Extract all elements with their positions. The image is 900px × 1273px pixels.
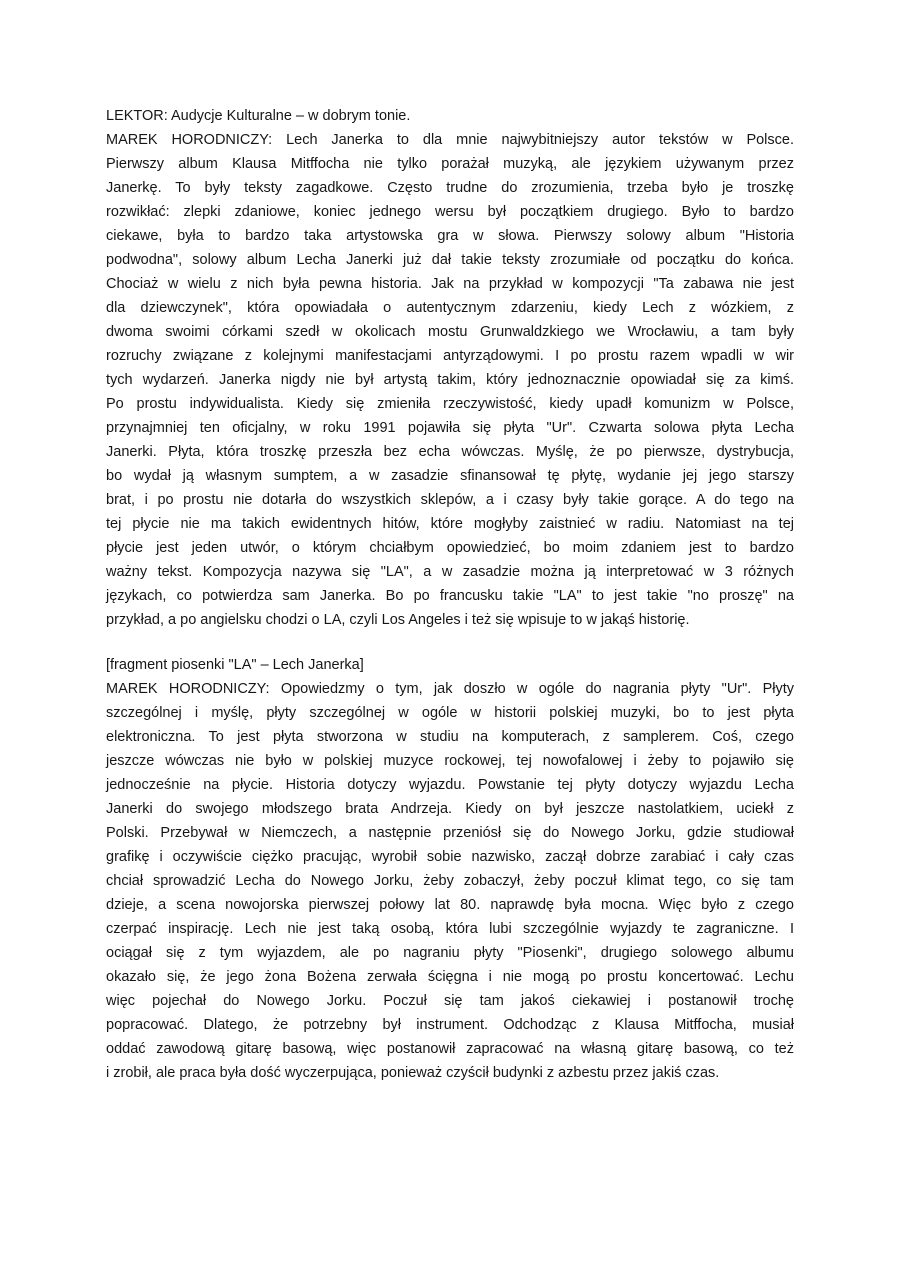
text-line: elektroniczna. To jest płyta stworzona w studiu na komputerach, z samplerem. Coś, czego — [106, 729, 794, 745]
text-line: językach, co potwierdza sam Janerka. Bo po francusku takie "LA" to jest takie "no proszę" na — [106, 588, 794, 604]
text-line: tej płycie nie ma takich ewidentnych hitów, które mogłyby zaistnieć w radiu. Natomiast na tej — [106, 516, 794, 532]
text-line: ciekawe, była to bardzo taka artystowska gra w słowa. Pierwszy solowy album "Historia — [106, 228, 794, 244]
text-line: płycie jest jeden utwór, o którym chciałbym opowiedzieć, bo moim zdaniem jest to bardzo — [106, 540, 794, 556]
text-line: MAREK HORODNICZY: Opowiedzmy o tym, jak doszło w ogóle do nagrania płyty "Ur". Płyty — [106, 681, 794, 697]
text-line: Pierwszy album Klausa Mitffocha nie tylko porażał muzyką, ale językiem używanym przez — [106, 156, 794, 172]
text-line: MAREK HORODNICZY: Lech Janerka to dla mnie najwybitniejszy autor tekstów w Polsce. — [106, 132, 794, 148]
text-line: jeszcze wówczas nie było w polskiej muzyce rockowej, tej nowofalowej i żeby to pojawiło się — [106, 753, 794, 769]
lektor-intro-line: LEKTOR: Audycje Kulturalne – w dobrym tonie. — [106, 108, 411, 124]
song-fragment-note: [fragment piosenki "LA" – Lech Janerka] — [106, 657, 364, 673]
text-line: rozwikłać: zlepki zdaniowe, koniec jednego wersu był początkiem drugiego. Było to bardzo — [106, 204, 794, 220]
text-line: rozruchy związane z kolejnymi manifestacjami antyrządowymi. I po prostu razem wpadli w wir — [106, 348, 794, 364]
text-line: więc pojechał do Nowego Jorku. Poczuł się tam jakoś ciekawiej i postanowił trochę — [106, 993, 794, 1009]
text-line: Janerki. Płyta, która troszkę przeszła bez echa wówczas. Myślę, że po pierwsze, dystrybucja, — [106, 444, 794, 460]
paragraph-marek-horodniczy-1 — [106, 128, 794, 632]
text-line: dla dziewczynek", która opowiadała o autentycznym zdarzeniu, kiedy Lech z wózkiem, z — [106, 300, 794, 316]
text-line: bo wydał ją własnym sumptem, a w zasadzie sfinansował tę płytę, wydanie jej jego starszy — [106, 468, 794, 484]
text-line: jednocześnie na płycie. Historia dotyczy wyjazdu. Powstanie tej płyty dotyczy wyjazdu Lecha — [106, 777, 794, 793]
text-line: dzieje, a scena nowojorska pierwszej połowy lat 80. naprawdę była mocna. Więc było z czego — [106, 897, 794, 913]
text-line: grafikę i oczywiście ciężko pracując, wyrobił sobie nazwisko, zaczął dobrze zarabiać i cały czas — [106, 849, 794, 865]
text-line: dwoma swoimi córkami szedł w okolicach mostu Grunwaldzkiego we Wrocławiu, a tam były — [106, 324, 794, 340]
text-line: Janerkę. To były teksty zagadkowe. Często trudne do zrozumienia, trzeba było je troszkę — [106, 180, 794, 196]
text-line: szczególnej i myślę, płyty szczególnej w ogóle w historii polskiej muzyki, bo to jest płyta — [106, 705, 794, 721]
text-line: przynajmniej ten oficjalny, w roku 1991 pojawiła się płyta "Ur". Czwarta solowa płyta Lecha — [106, 420, 794, 436]
text-line: chciał sprowadzić Lecha do Nowego Jorku, żeby zobaczył, żeby poczuł klimat tego, co się tam — [106, 873, 794, 889]
paragraph-marek-horodniczy-2 — [106, 677, 794, 1085]
text-line: Janerki do swojego młodszego brata Andrzeja. Kiedy on był jeszcze nastolatkiem, uciekł z — [106, 801, 794, 817]
text-line: podwodna", solowy album Lecha Janerki już dał takie teksty zrozumiałe od początku do końca. — [106, 252, 794, 268]
text-line: i zrobił, ale praca była dość wyczerpująca, ponieważ czyścił budynki z azbestu przez jakiś czas. — [106, 1065, 720, 1081]
transcript-body — [106, 104, 794, 1085]
text-line: Po prostu indywidualista. Kiedy się zmieniła rzeczywistość, kiedy upadł komunizm w Polsce, — [106, 396, 794, 412]
text-line: okazało się, że jego żona Bożena zerwała ścięgna i nie mogą po prostu koncertować. Lechu — [106, 969, 794, 985]
text-line: brat, i po prostu nie dotarła do wszystkich sklepów, a i czasy były takie gorące. A do tego na — [106, 492, 794, 508]
text-line: oddać zawodową gitarę basową, więc postanowił zapracować na własną gitarę basową, co też — [106, 1041, 794, 1057]
text-line: ociągał się z tym wyjazdem, ale po nagraniu płyty "Piosenki", drugiego solowego albumu — [106, 945, 794, 961]
text-line: Chociaż w wielu z nich była pewna historia. Jak na przykład w kompozycji "Ta zabawa nie jest — [106, 276, 794, 292]
text-line: tych wydarzeń. Janerka nigdy nie był artystą takim, który jednoznacznie opowiadał się za kimś. — [106, 372, 794, 388]
text-line: przykład, a po angielsku chodzi o LA, czyli Los Angeles i też się wpisuje to w jakąś historię. — [106, 612, 690, 628]
text-line: ważny tekst. Kompozycja nazywa się "LA", a w zasadzie można ją interpretować w 3 różnych — [106, 564, 794, 580]
text-line: popracować. Dlatego, że potrzebny był instrument. Odchodząc z Klausa Mitffocha, musiał — [106, 1017, 794, 1033]
text-line: czerpać inspirację. Lech nie jest taką osobą, która lubi szczególnie wyjazdy te zagraniczne. I — [106, 921, 794, 937]
text-line: Polski. Przebywał w Niemczech, a następnie przeniósł się do Nowego Jorku, gdzie studiował — [106, 825, 794, 841]
